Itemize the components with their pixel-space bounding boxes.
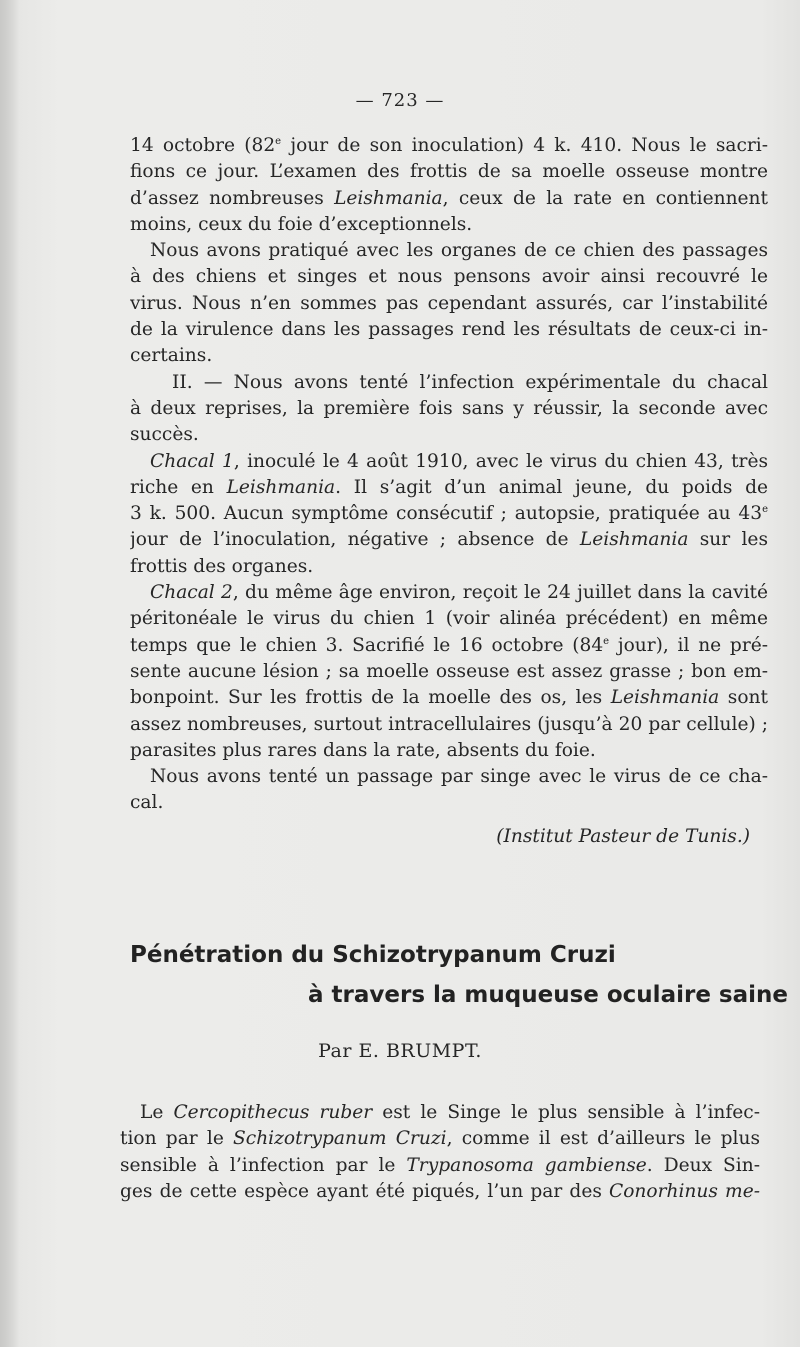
text-line: péritonéale le virus du chien 1 (voir alinéa précédent) en même: [130, 608, 768, 630]
section1-text: [130, 133, 768, 817]
text-line: parasites plus rares dans la rate, absents du foie.: [130, 739, 596, 761]
text-line: à deux reprises, la première fois sans y réussir, la seconde avec: [130, 397, 768, 419]
text-line: frottis des organes.: [130, 555, 314, 577]
text-line: sensible à l’infection par le Trypanosoma gambiense. Deux Sin-: [120, 1154, 760, 1176]
text-line: riche en Leishmania. Il s’agit d’un animal jeune, du poids de: [130, 476, 768, 498]
text-line: succès.: [130, 424, 199, 446]
page-binding-shadow: [0, 0, 20, 1347]
institution-signature: (Institut Pasteur de Tunis.): [496, 826, 750, 847]
text-line: bonpoint. Sur les frottis de la moelle des os, les Leishmania sont: [130, 687, 768, 709]
text-line: fions ce jour. L’examen des frottis de sa moelle osseuse montre: [130, 161, 768, 183]
text-line: sente aucune lésion ; sa moelle osseuse est assez grasse ; bon em-: [130, 660, 768, 682]
text-line: cal.: [130, 792, 164, 814]
author-byline: Par E. BRUMPT.: [318, 1040, 482, 1062]
page-number: — 723 —: [355, 90, 445, 111]
text-line: de la virulence dans les passages rend les résultats de ceux-ci in-: [130, 319, 768, 341]
text-line: virus. Nous n’en sommes pas cependant assurés, car l’instabilité: [130, 292, 768, 314]
text-line: 14 octobre (82e jour de son inoculation) 4 k. 410. Nous le sacri-: [130, 135, 768, 156]
text-line: jour de l’inoculation, négative ; absence de Leishmania sur les: [130, 529, 768, 551]
text-line: Le Cercopithecus ruber est le Singe le plus sensible à l’infec-: [140, 1102, 760, 1123]
text-line: d’assez nombreuses Leishmania, ceux de la rate en contiennent: [130, 187, 768, 209]
text-line: ges de cette espèce ayant été piqués, l’un par des Conorhinus me-: [120, 1180, 760, 1202]
article-title-line-2: à travers la muqueuse oculaire saine: [308, 982, 788, 1008]
text-line: assez nombreuses, surtout intracellulaires (jusqu’à 20 par cellule) ;: [130, 713, 768, 735]
text-line: Nous avons tenté un passage par singe avec le virus de ce cha-: [150, 766, 768, 788]
article-body-text: [120, 1100, 760, 1205]
text-line: tion par le Schizotrypanum Cruzi, comme il est d’ailleurs le plus: [120, 1128, 760, 1150]
text-line: temps que le chien 3. Sacrifié le 16 octobre (84e jour), il ne pré-: [130, 634, 768, 656]
text-line: Chacal 2, du même âge environ, reçoit le 24 juillet dans la cavité: [150, 582, 768, 604]
text-line: II. — Nous avons tenté l’infection expérimentale du chacal: [172, 371, 768, 393]
text-line: 3 k. 500. Aucun symptôme consécutif ; autopsie, pratiquée au 43e: [130, 503, 768, 525]
text-line: certains.: [130, 345, 213, 367]
text-line: Nous avons pratiqué avec les organes de ce chien des passages: [150, 240, 768, 262]
text-line: moins, ceux du foie d’exceptionnels.: [130, 213, 473, 235]
text-line: Chacal 1, inoculé le 4 août 1910, avec le virus du chien 43, très: [150, 450, 768, 472]
text-line: à des chiens et singes et nous pensons avoir ainsi recouvré le: [130, 266, 768, 288]
article-title-line-1: Pénétration du Schizotrypanum Cruzi: [130, 942, 616, 968]
